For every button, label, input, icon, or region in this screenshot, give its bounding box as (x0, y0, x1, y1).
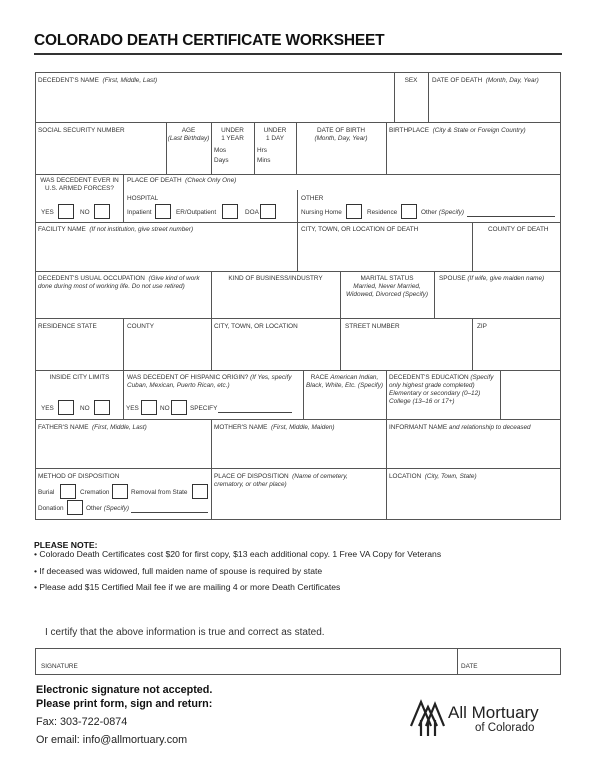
certification-statement: I certify that the above information is true and correct as stated. (45, 627, 325, 638)
doa-label: DOA (245, 209, 259, 216)
other-disposition-label: Other (Specify) (86, 505, 129, 512)
note-item: • If deceased was widowed, full maiden name of spouse is required by state (34, 566, 323, 576)
mothers-name-label: MOTHER'S NAME (First, Middle, Maiden) (214, 424, 335, 431)
hispanic-specify-field[interactable] (218, 412, 292, 413)
armed-no-label: NO (80, 209, 90, 216)
logo-name: All Mortuary (448, 703, 539, 722)
street-number-label: STREET NUMBER (345, 323, 400, 330)
sex-field[interactable] (395, 88, 427, 121)
date-label: DATE (461, 663, 478, 670)
ssn-label: SOCIAL SECURITY NUMBER (38, 127, 125, 134)
return-instructions: Please print form, sign and return: (36, 698, 213, 710)
hispanic-yes-checkbox[interactable] (141, 400, 157, 415)
armed-yes-label: YES (41, 209, 54, 216)
location-label: LOCATION (City, Town, State) (389, 473, 477, 480)
facility-name-label: FACILITY NAME (If not institution, give street number) (38, 226, 194, 233)
inpatient-checkbox[interactable] (155, 204, 171, 219)
decedent-name-label: DECEDENT'S NAME (First, Middle, Last) (38, 77, 158, 84)
email-address: Or email: info@allmortuary.com (36, 734, 188, 746)
er-outpatient-checkbox[interactable] (222, 204, 238, 219)
tree-logo-icon (408, 696, 448, 738)
title-divider (34, 53, 562, 55)
fathers-name-label: FATHER'S NAME (First, Middle, Last) (38, 424, 147, 431)
note-item: • Please add $15 Certified Mail fee if we are mailing 4 or more Death Certificates (34, 582, 341, 592)
zip-label: ZIP (477, 323, 487, 330)
armed-no-checkbox[interactable] (94, 204, 110, 219)
doa-checkbox[interactable] (260, 204, 276, 219)
spouse-label: SPOUSE (If wife, give maiden name) (439, 275, 545, 282)
hospital-label: HOSPITAL (127, 195, 159, 202)
donation-label: Donation (38, 505, 64, 512)
armed-forces-label: WAS DECEDENT EVER IN U.S. ARMED FORCES? (40, 177, 119, 192)
city-limits-yes-checkbox[interactable] (58, 400, 74, 415)
hispanic-no-checkbox[interactable] (171, 400, 187, 415)
residence-checkbox[interactable] (401, 204, 417, 219)
place-disposition-label: PLACE OF DISPOSITION (Name of cemetery, crematory, or other place) (214, 473, 348, 488)
electronic-signature-note: Electronic signature not accepted. (36, 684, 213, 696)
other-specify-field[interactable] (467, 216, 555, 217)
signature-field[interactable] (36, 649, 456, 673)
mins-label: Mins (257, 157, 271, 164)
other-disposition-field[interactable] (131, 512, 208, 513)
other-specify-label: Other (Specify) (421, 209, 464, 216)
method-disposition-label: METHOD OF DISPOSITION (38, 473, 120, 480)
city-town-label: CITY, TOWN, OR LOCATION (214, 323, 298, 330)
note-item: • Colorado Death Certificates cost $20 for first copy, $13 each additional copy. 1 Free VA Copy for Veterans (34, 549, 442, 559)
city-limits-no-label: NO (80, 405, 90, 412)
nursing-home-label: Nursing Home (301, 209, 342, 216)
removal-label: Removal from State (131, 489, 188, 496)
signature-label: SIGNATURE (41, 663, 78, 670)
burial-label: Burial (38, 489, 55, 496)
date-of-birth-label: DATE OF BIRTH (Month, Day, Year) (314, 127, 368, 142)
residence-label: Residence (367, 209, 398, 216)
er-outpatient-label: ER/Outpatient (176, 209, 217, 216)
hispanic-yes-label: YES (126, 405, 139, 412)
marital-status-label: MARITAL STATUS Married, Never Married, Widowed, Divorced (Specify) (346, 275, 428, 298)
place-of-death-label: PLACE OF DEATH (Check Only One) (127, 177, 237, 184)
cremation-checkbox[interactable] (112, 484, 128, 499)
city-limits-yes-label: YES (41, 405, 54, 412)
city-location-death-label: CITY, TOWN, OR LOCATION OF DEATH (301, 226, 419, 233)
birthplace-label: BIRTHPLACE (City & State or Foreign Country) (389, 127, 526, 134)
education-label: DECEDENT'S EDUCATION (Specify only highest grade completed) Elementary or secondary (0–12) College (13–16 or 17+) (389, 374, 494, 405)
page-title: COLORADO DEATH CERTIFICATE WORKSHEET (34, 32, 385, 49)
inpatient-label: Inpatient (127, 209, 152, 216)
burial-checkbox[interactable] (60, 484, 76, 499)
fax-number: Fax: 303-722-0874 (36, 716, 128, 728)
county-label: COUNTY (127, 323, 154, 330)
decedent-name-field[interactable] (36, 88, 393, 121)
mos-label: Mos (214, 147, 227, 154)
notes-heading: PLEASE NOTE: (34, 540, 98, 550)
hispanic-origin-label: WAS DECEDENT OF HISPANIC ORIGIN? (If Yes, specify Cuban, Mexican, Puerto Rican, etc.) (127, 374, 292, 389)
donation-checkbox[interactable] (67, 500, 83, 515)
other-label: OTHER (301, 195, 324, 202)
all-mortuary-logo (408, 696, 558, 742)
kind-of-business-label: KIND OF BUSINESS/INDUSTRY (228, 275, 323, 282)
armed-yes-checkbox[interactable] (58, 204, 74, 219)
cremation-label: Cremation (80, 489, 110, 496)
under-1-day-label: UNDER 1 DAY (263, 127, 287, 142)
race-label: RACE American Indian, Black, White, Etc. (Specify) (305, 374, 384, 389)
inside-city-limits-label: INSIDE CITY LIMITS (49, 374, 110, 381)
residence-state-label: RESIDENCE STATE (38, 323, 97, 330)
date-of-death-field[interactable] (429, 88, 559, 121)
age-label: AGE (Last Birthday) (167, 127, 210, 142)
sex-label: SEX (404, 77, 418, 84)
informant-label: INFORMANT NAME and relationship to deceased (389, 424, 531, 431)
city-limits-no-checkbox[interactable] (94, 400, 110, 415)
removal-checkbox[interactable] (192, 484, 208, 499)
logo-subtitle: of Colorado (475, 722, 535, 734)
specify-label: SPECIFY (190, 405, 218, 412)
days-label: Days (214, 157, 229, 164)
date-of-death-label: DATE OF DEATH (Month, Day, Year) (432, 77, 539, 84)
hispanic-no-label: NO (160, 405, 170, 412)
usual-occupation-label: DECEDENT'S USUAL OCCUPATION (Give kind of work done during most of working life. Do not use retired) (38, 275, 200, 290)
county-of-death-label: COUNTY OF DEATH (488, 226, 549, 233)
nursing-home-checkbox[interactable] (346, 204, 362, 219)
under-1-year-label: UNDER 1 YEAR (221, 127, 244, 142)
hrs-label: Hrs (257, 147, 267, 154)
